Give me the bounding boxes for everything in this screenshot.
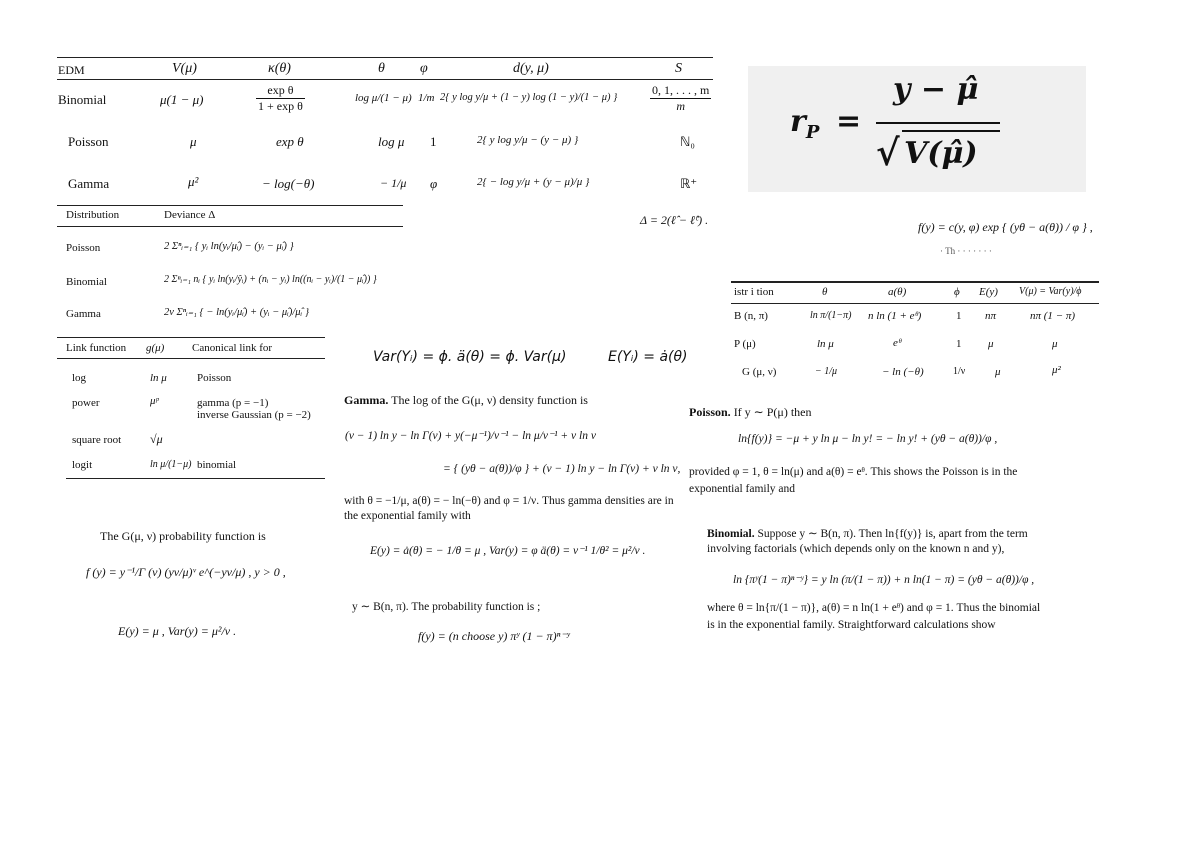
edm-header-edm: EDM xyxy=(58,63,85,77)
deviance-row-gamma-dev: 2ν Σⁿᵢ₌₁ { − ln(yᵢ/μ̂ᵢ) + (yᵢ − μ̂ᵢ)/μ̂ᵢ } xyxy=(164,307,310,318)
pearson-r: r xyxy=(790,104,806,139)
binom-block-text4: is in the exponential family. Straightforward calculations show xyxy=(707,619,996,631)
binom-block-text3: where θ = ln{π/(1 − π)}, a(θ) = n ln(1 + eᶿ) and φ = 1. Thus the binomial xyxy=(707,602,1041,614)
edm-row-gamma-theta: − 1/μ xyxy=(380,176,407,190)
right-row-b-a: n ln (1 + eᶿ) xyxy=(868,310,922,322)
right-row-p-e: μ xyxy=(988,338,994,350)
edm-table-header-rule xyxy=(57,79,713,80)
edm-row-binomial-s xyxy=(650,83,711,114)
deviance-delta-formula: Δ = 2(ℓ̂ − ℓ̂ᶜ) . xyxy=(640,213,709,227)
edm-row-binomial-v: μ(1 − μ) xyxy=(160,92,204,107)
poisson-block-text1: provided φ = 1, θ = ln(μ) and a(θ) = eᶿ. This shows the Poisson is in the xyxy=(689,466,1018,478)
pearson-residual-box xyxy=(748,66,1086,192)
sqrt-icon: √ xyxy=(876,132,900,174)
gamma-block-intro: The log of the G(μ, ν) density function is xyxy=(391,393,588,407)
right-header-e: E(y) xyxy=(979,286,998,298)
binom-block-formula: ln {πʸ(1 − π)ⁿ⁻ʸ} = y ln (π/(1 − π)) + n ln(1 − π) = (yθ − a(θ))/φ , xyxy=(733,574,1035,586)
link-table-bottom-rule xyxy=(66,478,325,479)
edm-row-gamma-s: ℝ⁺ xyxy=(680,176,698,191)
deviance-header-deviance: Deviance Δ xyxy=(164,209,216,221)
edm-row-poisson-kappa: exp θ xyxy=(276,134,304,149)
right-table-top-rule xyxy=(731,281,1099,283)
edm-row-poisson-phi: 1 xyxy=(430,134,437,149)
gamma-block-line1: (ν − 1) ln y − ln Γ(ν) + y(−μ⁻¹)/ν⁻¹ − ln μ/ν⁻¹ + ν ln ν xyxy=(345,430,596,442)
right-header-dist: istr i tion xyxy=(734,286,774,298)
right-row-g-theta: − 1/μ xyxy=(815,366,838,377)
right-row-g-name: G (μ, ν) xyxy=(742,366,777,378)
pearson-fraction-bar xyxy=(876,122,1000,124)
binom-block-line1 xyxy=(707,526,1028,540)
right-row-g-phi: 1/ν xyxy=(953,366,966,377)
deviance-table-header-rule xyxy=(57,226,403,227)
poisson-block-text2: exponential family and xyxy=(689,483,796,495)
s-den: m xyxy=(676,99,685,113)
binom-block-title: Binomial. xyxy=(707,528,755,540)
gamma-block-line2: = { (yθ − a(θ))/φ } + (ν − 1) ln y − ln Γ(ν) + ν ln ν, xyxy=(443,463,681,475)
right-row-b-phi: 1 xyxy=(956,310,962,322)
binom-prob-formula: f(y) = (n choose y) πʸ (1 − π)ⁿ⁻ʸ xyxy=(418,629,570,643)
right-row-p-phi: 1 xyxy=(956,338,962,350)
gamma-block-text1: with θ = −1/μ, a(θ) = − ln(−θ) and φ = 1/ν. Thus gamma densities are in xyxy=(344,495,674,507)
edm-header-kappa: κ(θ) xyxy=(268,61,291,76)
link-header-canonical: Canonical link for xyxy=(192,342,273,354)
edm-header-v: V(μ) xyxy=(172,61,197,76)
gamma-block-moments: E(y) = ȧ(θ) = − 1/θ = μ , Var(y) = φ ä(θ) = ν⁻¹ 1/θ² = μ²/ν . xyxy=(370,545,646,557)
link-row-logit-canon: binomial xyxy=(197,459,237,471)
edm-row-gamma-phi: φ xyxy=(430,176,438,191)
expfam-cut-line: · Th · · · · · · · xyxy=(940,246,992,256)
right-header-phi: ϕ xyxy=(954,286,960,298)
kappa-den: 1 + exp θ xyxy=(258,99,303,113)
link-row-log-g: ln μ xyxy=(150,372,167,384)
edm-header-theta: θ xyxy=(378,61,385,76)
link-row-sqrt-g: √μ xyxy=(150,432,163,446)
edm-row-gamma-name: Gamma xyxy=(68,176,110,191)
link-row-power-canon2: inverse Gaussian (p = −2) xyxy=(197,409,311,421)
right-row-p-v: μ xyxy=(1052,338,1058,350)
right-row-g-e: μ xyxy=(995,366,1001,378)
right-row-p-theta: ln μ xyxy=(817,338,834,350)
poisson-block-intro: If y ∼ P(μ) then xyxy=(733,405,812,419)
link-header-g: g(μ) xyxy=(146,342,165,354)
gamma-block-text2: the exponential family with xyxy=(344,510,471,522)
link-header-function: Link function xyxy=(66,342,127,354)
deviance-row-binomial-dev: 2 Σⁿᵢ₌₁ nᵢ { yᵢ ln(yᵢ/ŷᵢ) + (nᵢ − yᵢ) ln((nᵢ − yᵢ)/(1 − μ̂ᵢ)) } xyxy=(164,274,377,285)
pearson-sqrt-bar xyxy=(902,130,1000,132)
binom-prob-intro: y ∼ B(n, π). The probability function is ; xyxy=(352,601,541,613)
pearson-lhs xyxy=(790,104,819,143)
edm-row-poisson-name: Poisson xyxy=(68,134,109,149)
edm-row-binomial-theta: log μ/(1 − μ) xyxy=(355,92,412,104)
deviance-row-binomial-name: Binomial xyxy=(66,276,107,288)
edm-row-binomial-d: 2{ y log y/μ + (1 − y) log (1 − y)/(1 − μ) } xyxy=(440,92,618,103)
expfam-density-formula: f(y) = c(y, φ) exp { (yθ − a(θ)) / φ } , xyxy=(918,220,1093,234)
right-header-v: V(μ) = Var(y)/ϕ xyxy=(1019,286,1082,297)
edm-row-binomial-kappa xyxy=(256,83,305,114)
link-table-top-rule xyxy=(57,337,325,338)
mean-formula: E(Yᵢ) = ȧ(θ) xyxy=(608,349,688,365)
edm-row-binomial-phi: 1/m xyxy=(418,92,435,104)
edm-row-poisson-theta: log μ xyxy=(378,134,405,149)
gamma-block-title: Gamma. xyxy=(344,393,389,407)
link-row-log-canon: Poisson xyxy=(197,372,232,384)
link-row-sqrt-name: square root xyxy=(72,434,122,446)
edm-table-top-rule xyxy=(57,57,713,58)
gamma-prob-moments: E(y) = μ , Var(y) = μ²/ν . xyxy=(118,624,237,638)
link-row-log-name: log xyxy=(72,372,87,384)
pearson-numerator: y − μ̂ xyxy=(893,72,979,107)
edm-header-d: d(y, μ) xyxy=(513,61,549,76)
link-row-logit-g: ln μ/(1−μ) xyxy=(150,459,192,470)
right-header-theta: θ xyxy=(822,286,828,298)
right-row-b-e: nπ xyxy=(985,310,997,322)
edm-row-binomial-name: Binomial xyxy=(58,92,107,107)
deviance-table-top-rule xyxy=(57,205,403,206)
edm-row-poisson-s: ℕ₀ xyxy=(680,134,695,149)
binom-block-text1: Suppose y ∼ B(n, π). Then ln{f(y)} is, apart from the term xyxy=(757,528,1028,540)
edm-row-poisson-d: 2{ y log y/μ − (y − μ) } xyxy=(477,134,579,146)
deviance-row-poisson-name: Poisson xyxy=(66,242,101,254)
edm-header-phi: φ xyxy=(420,61,428,76)
gamma-prob-formula: f (y) = y⁻¹/Γ (ν) (yν/μ)ᵛ e^(−yν/μ) , y > 0 , xyxy=(86,565,286,579)
edm-header-s: S xyxy=(675,61,682,76)
link-row-logit-name: logit xyxy=(72,459,93,471)
pearson-sub: P xyxy=(805,122,820,143)
pearson-equals: = xyxy=(836,104,862,139)
right-row-b-v: nπ (1 − π) xyxy=(1030,310,1076,322)
link-row-power-g: μᵖ xyxy=(150,395,159,407)
edm-row-gamma-kappa: − log(−θ) xyxy=(262,176,315,191)
deviance-row-poisson-dev: 2 Σⁿᵢ₌₁ { yᵢ ln(yᵢ/μ̂ᵢ) − (yᵢ − μ̂ᵢ) } xyxy=(164,241,294,252)
variance-formula: Var(Yᵢ) = ϕ. ä(θ) = ϕ. Var(μ) xyxy=(373,349,567,365)
link-row-power-name: power xyxy=(72,397,100,409)
poisson-block-formula: ln{f(y)} = −μ + y ln μ − ln y! = − ln y! + (yθ − a(θ))/φ , xyxy=(738,433,998,445)
right-table-header-rule xyxy=(731,303,1099,304)
deviance-header-distribution: Distribution xyxy=(66,209,120,221)
s-num: 0, 1, . . . , m xyxy=(652,83,710,97)
poisson-block-title: Poisson. xyxy=(689,405,731,419)
poisson-block-intro-line xyxy=(689,405,812,420)
pearson-denominator: V(μ̂) xyxy=(904,136,978,171)
right-row-b-name: B (n, π) xyxy=(734,310,768,322)
link-row-power-canon: gamma (p = −1) xyxy=(197,397,269,409)
right-row-p-name: P (μ) xyxy=(734,338,756,350)
kappa-num: exp θ xyxy=(256,83,305,99)
edm-row-gamma-d: 2{ − log y/μ + (y − μ)/μ } xyxy=(477,176,590,188)
edm-row-poisson-v: μ xyxy=(190,134,197,149)
right-row-g-v: μ² xyxy=(1052,364,1061,376)
deviance-row-gamma-name: Gamma xyxy=(66,308,101,320)
edm-row-gamma-v: μ² xyxy=(188,174,199,189)
binom-block-text2: involving factorials (which depends only on the known n and y), xyxy=(707,543,1005,555)
right-row-b-theta: ln π/(1−π) xyxy=(810,310,852,321)
link-table-header-rule xyxy=(57,358,325,359)
gamma-prob-intro: The G(μ, ν) probability function is xyxy=(100,529,266,543)
gamma-block-intro-line xyxy=(344,393,588,408)
right-header-a: a(θ) xyxy=(888,286,907,298)
right-row-g-a: − ln (−θ) xyxy=(882,366,924,378)
right-row-p-a: eᶿ xyxy=(893,337,902,349)
